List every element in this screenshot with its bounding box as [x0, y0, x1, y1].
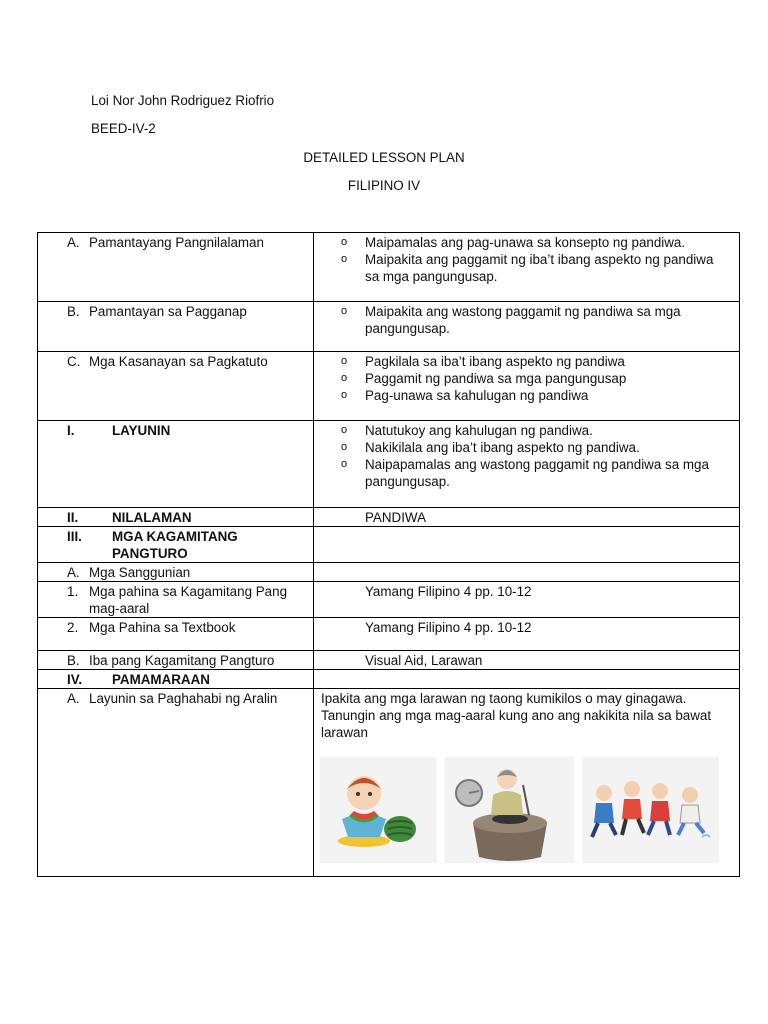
row-label: PAMAMARAAN: [112, 672, 210, 687]
row-value: PANDIWA: [365, 510, 427, 525]
table-row: [38, 421, 740, 508]
bullet-icon: o: [341, 424, 348, 436]
children-running-image: [582, 757, 719, 863]
table-row: [38, 689, 740, 877]
list-item: o Pagkilala sa iba’t ibang aspekto ng pandiwa: [341, 354, 625, 369]
bullet-icon: o: [341, 355, 348, 367]
row-label: Mga pahina sa Kagamitang Pang mag-aaral: [89, 584, 288, 616]
student-name: Loi Nor John Rodriguez Riofrio: [91, 93, 275, 108]
table-row: [38, 651, 740, 670]
list-item: o Naipapamalas ang wastong paggamit ng pandiwa sa mga pangungusap.: [341, 457, 709, 489]
table-row: [38, 563, 740, 582]
table-row: [38, 670, 740, 689]
list-item: o Paggamit ng pandiwa sa mga pangungusap: [341, 371, 627, 386]
subject-title: FILIPINO IV: [347, 178, 421, 193]
bullet-icon: o: [341, 253, 348, 265]
lesson-plan-table: [37, 232, 740, 877]
bullet-list: [314, 352, 739, 404]
list-item: o Maipakita ang paggamit ng iba’t ibang aspekto ng pandiwa sa mga pangungusap.: [341, 252, 714, 284]
row-label: Pamantayan sa Pagganap: [89, 304, 247, 319]
row-value: Visual Aid, Larawan: [365, 653, 483, 668]
list-item: o Natutukoy ang kahulugan ng pandiwa.: [341, 423, 593, 438]
table-row: [38, 302, 740, 352]
row-marker: C.: [67, 354, 81, 369]
row-label: Mga Sanggunian: [89, 565, 191, 580]
row-label: Mga Kasanayan sa Pagkatuto: [89, 354, 268, 369]
row-label: LAYUNIN: [112, 423, 171, 438]
bullet-list: [314, 302, 739, 337]
section-code: BEED-IV-2: [91, 121, 156, 136]
row-value: Yamang Filipino 4 pp. 10-12: [365, 584, 532, 599]
row-marker: 2.: [67, 620, 79, 635]
list-item: o Nakikilala ang iba’t ibang aspekto ng pandiwa.: [341, 440, 640, 455]
bullet-list: [314, 421, 739, 490]
picture-strip: [320, 757, 739, 863]
list-item: o Maipakita ang wastong paggamit ng pandiwa sa mga pangungusap.: [341, 304, 681, 336]
row-label: Layunin sa Paghahabi ng Aralin: [89, 691, 278, 706]
row-marker: A.: [67, 235, 80, 250]
table-row: [38, 618, 740, 651]
row-marker: A.: [67, 691, 80, 706]
instruction-text: Ipakita ang mga larawan ng taong kumikilos o may ginagawa. Tanungin ang mga mag-aaral kung ano ang nakikita nila sa bawat larawan: [321, 691, 712, 740]
boy-eating-watermelon-image: [320, 757, 437, 863]
table-row: [38, 582, 740, 618]
list-item: o Pag-unawa sa kahulugan ng pandiwa: [341, 388, 589, 403]
row-label: Pamantayang Pangnilalaman: [89, 235, 264, 250]
bullet-icon: o: [341, 236, 348, 248]
table-row: [38, 527, 740, 563]
bullet-icon: o: [341, 389, 348, 401]
row-marker: I.: [67, 423, 75, 438]
list-item: o Maipamalas ang pag-unawa sa konsepto ng pandiwa.: [341, 235, 686, 250]
row-label: NILALAMAN: [112, 510, 192, 525]
woman-cooking-at-stove-image: [445, 757, 574, 863]
row-label: MGA KAGAMITANG PANGTURO: [112, 529, 238, 561]
table-row: [38, 233, 740, 302]
document-title: DETAILED LESSON PLAN: [303, 150, 465, 165]
row-marker: A.: [67, 565, 80, 580]
row-marker: IV.: [67, 672, 83, 687]
row-marker: B.: [67, 304, 80, 319]
bullet-icon: o: [341, 305, 348, 317]
bullet-icon: o: [341, 458, 348, 470]
bullet-icon: o: [341, 372, 348, 384]
bullet-list: [314, 233, 739, 285]
table-row: [38, 508, 740, 527]
row-value: Yamang Filipino 4 pp. 10-12: [365, 620, 532, 635]
row-marker: II.: [67, 510, 79, 525]
table-row: [38, 352, 740, 421]
row-label: Iba pang Kagamitang Pangturo: [89, 653, 275, 668]
row-marker: 1.: [67, 584, 79, 599]
row-marker: B.: [67, 653, 80, 668]
row-marker: III.: [67, 529, 82, 544]
row-label: Mga Pahina sa Textbook: [89, 620, 236, 635]
bullet-icon: o: [341, 441, 348, 453]
